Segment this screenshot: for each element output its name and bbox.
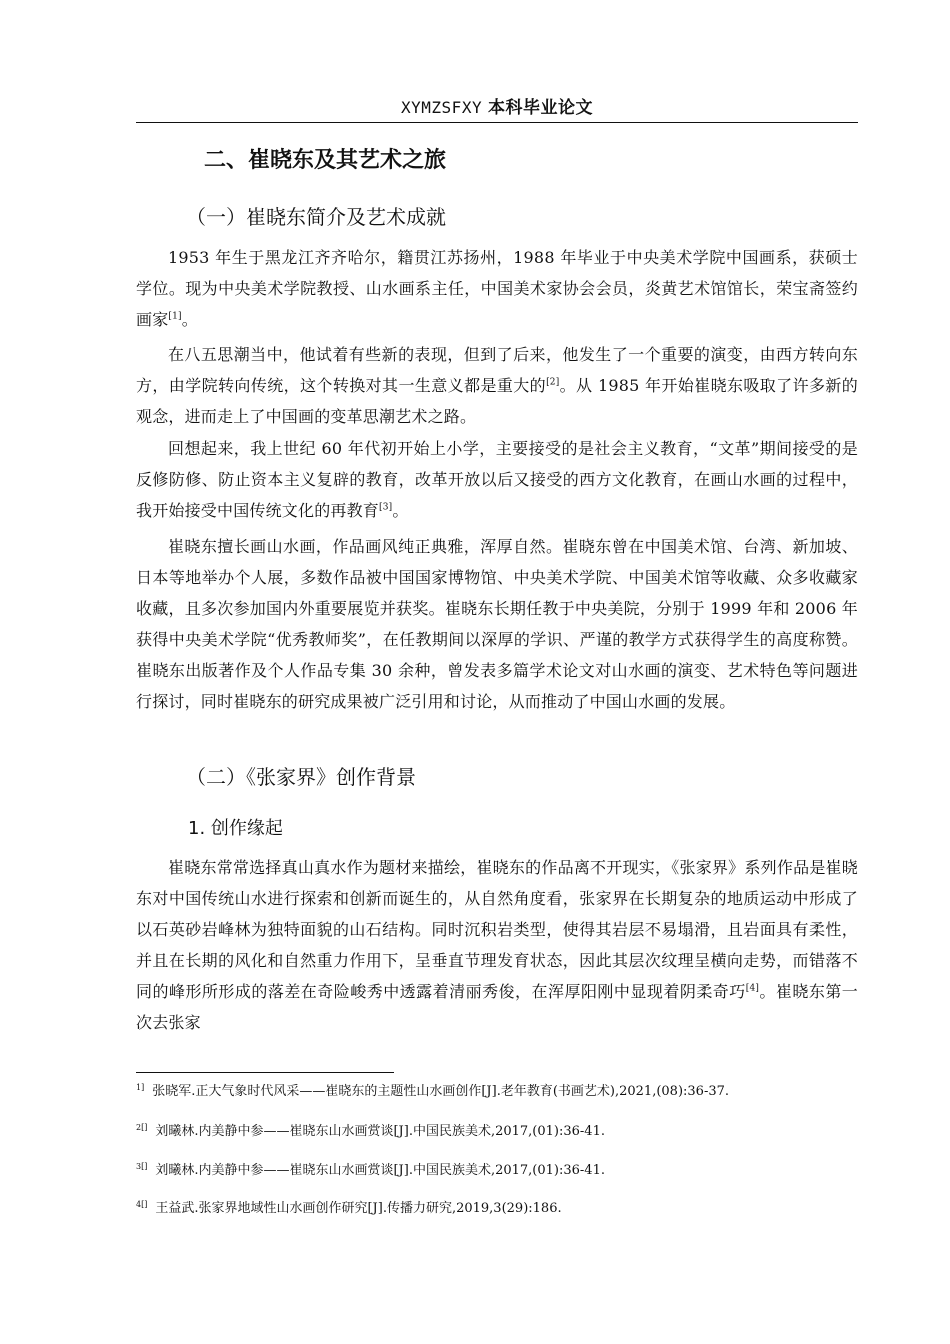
footnote: $^{1]}$ 张晓军.正大气象时代风采——崔晓东的主题性山水画创作[J].老年教育(书画艺术),2021,(08):36-37. [136,1082,730,1099]
citation-ref: [3] [379,502,393,513]
footnote: $^{2[]}$ 刘曦林.内美静中参——崔晓东山水画赏谈[J].中国民族美术,2017,(01):36-41. [136,1122,605,1139]
paragraph: 回想起来，我上世纪 60 年代初开始上小学，主要接受的是社会主义教育，“文革”期间接受的是反修防修、防止资本主义复辟的教育，改革开放以后又接受的西方文化教育，在画山水画的过程中，我开始接受中国传统文化的再教育[3]。 [136,439,858,520]
footnote: $^{4[]}$ 王益武.张家界地域性山水画创作研究[J].传播力研究,2019,3(29):186. [136,1199,562,1216]
header-rule [136,122,858,123]
citation-ref: [4] [745,983,760,994]
citation-ref: [2] [546,377,560,388]
sub-subsection-title: 1. 创作缘起 [188,818,283,839]
header-latin: XYMZSFXY [401,98,483,117]
paragraph: 崔晓东擅长画山水画，作品画风纯正典雅，浑厚自然。崔晓东曾在中国美术馆、台湾、新加坡、日本等地举办个人展，多数作品被中国国家博物馆、中央美术学院、中国美术馆等收藏、众多收藏家收藏，且多次参加国内外重要展览并获奖。崔晓东长期任教于中央美院，分别于 1999 年和 2006 年获得中央美术学院“优秀教师奖”，在任教期间以深厚的学识、严谨的教学方式获得学生的高度称赞。崔晓东出版著作及个人作品专集 30 余种，曾发表多篇学术论文对山水画的演变、艺术特色等问题进行探讨，同时崔晓东的研究成果被广泛引用和讨论，从而推动了中国山水画的发展。 [136,537,858,711]
paragraph: 在八五思潮当中，他试着有些新的表现，但到了后来，他发生了一个重要的演变，由西方转向东方，由学院转向传统，这个转换对其一生意义都是重大的[2]。从 1985 年开始崔晓东吸取了许多新的观念，进而走上了中国画的变革思潮艺术之路。 [136,345,858,426]
subsection-title-1: （一）崔晓东简介及艺术成就 [186,205,446,229]
citation-ref: [1] [168,311,182,322]
running-header [136,96,858,120]
paragraph: 1953 年生于黑龙江齐齐哈尔，籍贯江苏扬州，1988 年毕业于中央美术学院中国画系，获硕士学位。现为中央美术学院教授、山水画系主任，中国美术家协会会员，炎黄艺术馆馆长，荣宝斋签约画家[1]。 [136,248,858,329]
header-thesis-label: 本科毕业论文 [487,98,593,118]
footnote-rule [136,1072,394,1073]
paragraph: 崔晓东常常选择真山真水作为题材来描绘，崔晓东的作品离不开现实，《张家界》系列作品是崔晓东对中国传统山水进行探索和创新而诞生的，从自然角度看，张家界在长期复杂的地质运动中形成了以石英砂岩峰林为独特面貌的山石结构。同时沉积岩类型，使得其岩层不易塌滑，且岩面具有柔性，并且在长期的风化和自然重力作用下，呈垂直节理发育状态，因此其层次纹理呈横向走势，而错落不同的峰形所形成的落差在奇险峻秀中透露着清丽秀俊，在浑厚阳刚中显现着阴柔奇巧[4]。崔晓东第一次去张家 [136,858,859,1032]
section-title: 二、崔晓东及其艺术之旅 [204,148,447,173]
subsection-title-2: （二）《张家界》创作背景 [186,765,416,789]
footnote: $^{3[]}$ 刘曦林.内美静中参——崔晓东山水画赏谈[J].中国民族美术,2017,(01):36-41. [136,1161,605,1178]
